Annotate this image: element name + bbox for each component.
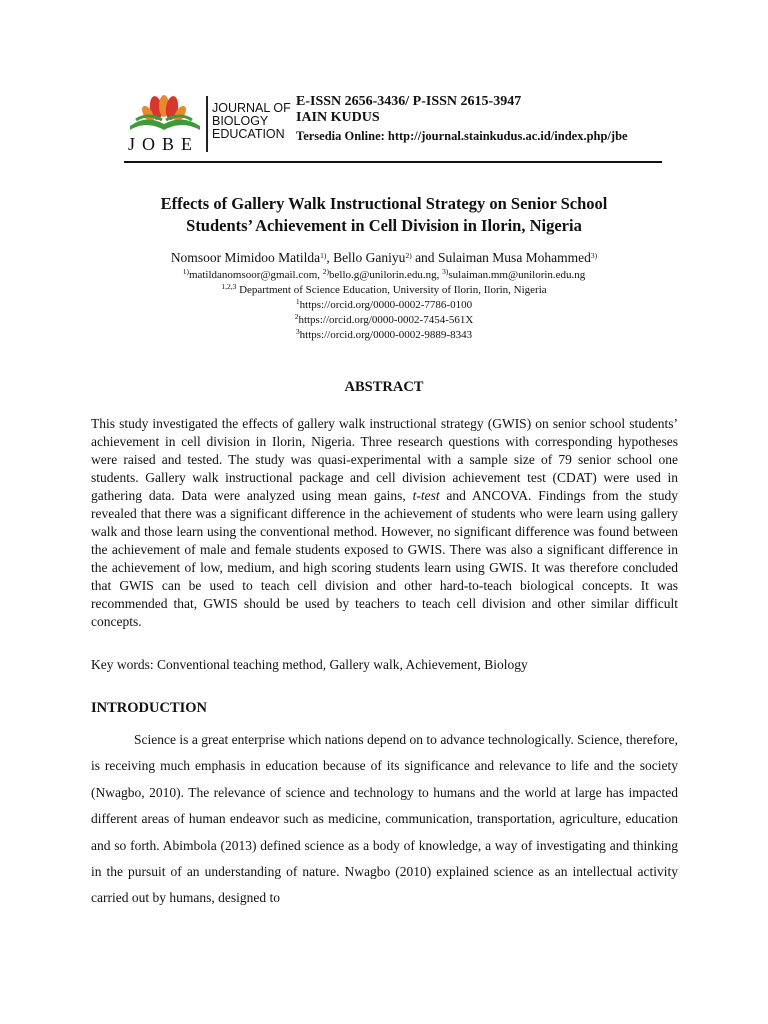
author-name: Nomsoor Mimidoo Matilda xyxy=(170,250,321,265)
email-link[interactable]: matildanomsoor@gmail.com, xyxy=(188,269,323,281)
title-line: Effects of Gallery Walk Instructional Strategy on Senior School xyxy=(160,194,608,213)
introduction-paragraph: Science is a great enterprise which nations depend on to advance technologically. Science, therefore, is receiving much emphasis in education because of its significance and relevance to life and the society (Nwagbo, 2010). The relevance of science and technology to humans and the world at large has impacted different areas of human endeavor such as medicine, communication, transportation, agriculture, education and so forth. Abimbola (2013) defined science as a body of knowledge, a way of investigating and thinking in the pursuit of an understanding of nature. Nwagbo (2010) explained science as an intellectual activity carried out by humans, designed to xyxy=(91,732,678,906)
department-sup: 1,2,3 xyxy=(221,282,237,291)
orcid-sup: 1 xyxy=(295,297,300,306)
logo-name-line: JOURNAL OF xyxy=(212,101,291,115)
author-separator: , xyxy=(326,250,334,265)
email-line xyxy=(90,268,678,283)
issn-line: E-ISSN 2656-3436/ P-ISSN 2615-3947 xyxy=(296,94,522,109)
email-sup: 2) xyxy=(322,267,330,276)
email-sup: 1) xyxy=(182,267,189,276)
author-name: Bello Ganiyu xyxy=(333,250,406,265)
author-list xyxy=(90,249,678,267)
abstract-text: This study investigated the effects of gallery walk instructional strategy (GWIS) on senior school students’ achievement in cell division in Ilorin, Nigeria. Three research questions with corresponding hypotheses were raised and tested. The study was quasi-experimental with a sample size of 79 senior school one students. Gallery walk instructional package and cell division achievement test (CDAT) were used in gathering data. Data were analyzed using mean gains, xyxy=(91,416,678,503)
article-title xyxy=(90,193,678,237)
institution-line: IAIN KUDUS xyxy=(296,110,380,125)
abstract-heading: ABSTRACT xyxy=(344,379,424,395)
introduction-heading: INTRODUCTION xyxy=(91,700,208,716)
title-line: Students’ Achievement in Cell Division in Ilorin, Nigeria xyxy=(186,216,582,235)
logo-jobe-text: JOBE xyxy=(128,134,200,154)
author-affiliations xyxy=(90,268,678,343)
abstract-text: and ANCOVA. Findings from the study revealed that there was a significant difference in the achievement of students who were learn using gallery walk and those learn using the conventional method. However, no significant difference was found between the achievement of male and female students exposed to GWIS. There was also a significant difference in the achievement of low, medium, and high scoring students learn using GWIS. It was therefore concluded that GWIS can be used to teach cell division and other hard-to-teach biological concepts. It was recommended that, GWIS should be used by teachers to teach cell division and other similar difficult concepts. xyxy=(91,488,679,629)
orcid-link[interactable]: https://orcid.org/0000-0002-7786-0100 xyxy=(299,299,473,311)
journal-meta xyxy=(296,94,628,144)
keywords-line: Key words: Conventional teaching method, Gallery walk, Achievement, Biology xyxy=(91,657,528,672)
orcid-line xyxy=(90,328,678,343)
author-name: Sulaiman Musa Mohammed xyxy=(437,250,591,265)
header-rule xyxy=(124,161,662,163)
department-line xyxy=(90,283,678,298)
orcid-link[interactable]: https://orcid.org/0000-0002-7454-561X xyxy=(298,314,474,326)
logo-divider xyxy=(206,96,208,152)
author-sup: 1) xyxy=(320,251,327,260)
author-sup: 2) xyxy=(405,251,412,260)
logo-journal-name xyxy=(212,102,302,141)
abstract-body xyxy=(91,415,678,631)
journal-header xyxy=(0,0,768,170)
logo-name-line: EDUCATION xyxy=(212,127,285,141)
online-url[interactable]: Tersedia Online: http://journal.stainkudus.ac.id/index.php/jbe xyxy=(296,129,628,143)
orcid-sup: 2 xyxy=(294,312,299,321)
abstract-italic: t-test xyxy=(412,488,440,503)
email-link[interactable]: bello.g@unilorin.edu.ng, xyxy=(329,269,443,281)
logo-name-line: BIOLOGY xyxy=(212,114,269,128)
email-sup: 3) xyxy=(442,267,449,276)
orcid-link[interactable]: https://orcid.org/0000-0002-9889-8343 xyxy=(299,329,473,341)
journal-logo xyxy=(126,92,291,158)
email-link[interactable]: sulaiman.mm@unilorin.edu.ng xyxy=(448,269,586,281)
orcid-line xyxy=(90,313,678,328)
author-separator: and xyxy=(411,250,438,265)
author-sup: 3) xyxy=(590,251,598,260)
orcid-line xyxy=(90,298,678,313)
leaf-book-logo-icon xyxy=(126,92,204,136)
orcid-sup: 3 xyxy=(295,327,300,336)
department-text: Department of Science Education, University of Ilorin, Ilorin, Nigeria xyxy=(236,284,547,296)
